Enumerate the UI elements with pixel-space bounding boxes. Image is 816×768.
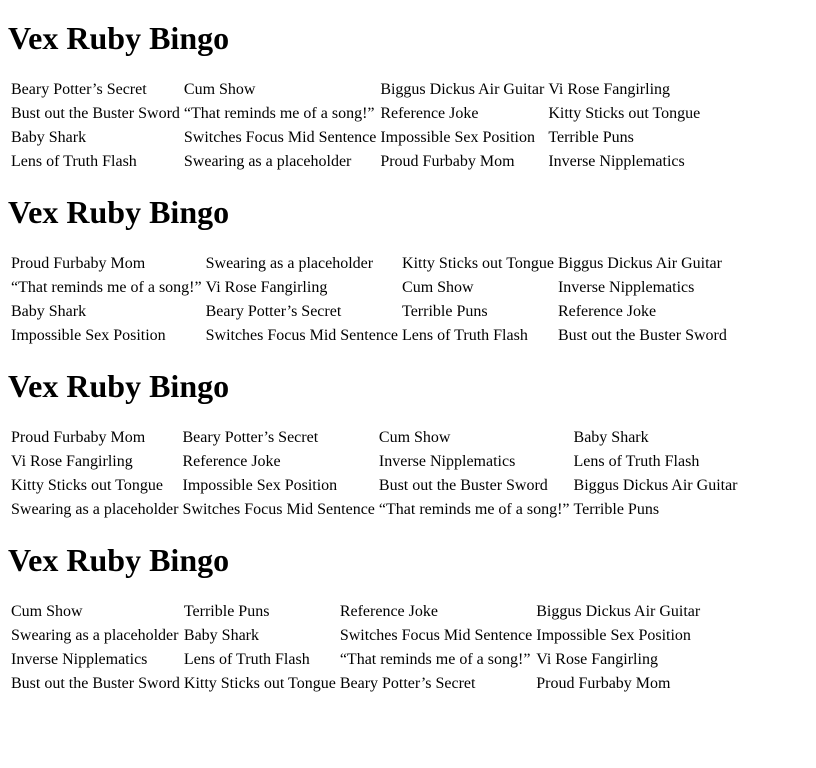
grid-cell: Beary Potter’s Secret	[11, 81, 147, 98]
grid-row	[10, 427, 739, 449]
card-title: Vex Ruby Bingo	[8, 20, 230, 56]
grid-cell: Lens of Truth Flash	[402, 327, 528, 344]
grid-cell: Baby Shark	[573, 429, 649, 446]
grid-cell: Beary Potter’s Secret	[339, 675, 476, 692]
bingo-grid	[8, 425, 741, 523]
grid-cell: Impossible Sex Position	[380, 129, 535, 146]
grid-cell: Proud Furbaby Mom	[11, 255, 146, 272]
card-title: Vex Ruby Bingo	[8, 194, 230, 230]
grid-cell: Lens of Truth Flash	[11, 153, 137, 170]
grid-cell: Biggus Dickus Air Guitar	[536, 603, 701, 620]
grid-row	[10, 277, 728, 299]
grid-cell: Impossible Sex Position	[11, 327, 166, 344]
grid-cell: Baby Shark	[183, 627, 259, 644]
grid-cell: Swearing as a placeholder	[11, 501, 179, 518]
grid-cell: Swearing as a placeholder	[205, 255, 374, 272]
bingo-grid	[8, 77, 703, 175]
grid-cell: Kitty Sticks out Tongue	[402, 255, 554, 272]
grid-cell: Switches Focus Mid Sentence	[182, 501, 375, 518]
grid-cell: Bust out the Buster Sword	[378, 477, 548, 494]
grid-cell: Impossible Sex Position	[536, 627, 691, 644]
grid-cell: Reference Joke	[557, 303, 657, 320]
grid-cell: Inverse Nipplematics	[548, 153, 685, 170]
grid-row	[10, 127, 701, 149]
card-title: Vex Ruby Bingo	[8, 542, 230, 578]
bingo-grid	[8, 599, 703, 697]
grid-row	[10, 601, 701, 623]
grid-cell: Cum Show	[378, 429, 451, 446]
grid-cell: “That reminds me of a song!”	[11, 279, 202, 296]
grid-row	[10, 475, 739, 497]
grid-cell: Terrible Puns	[402, 303, 488, 320]
grid-cell: Cum Show	[183, 81, 256, 98]
grid-cell: Baby Shark	[11, 303, 87, 320]
grid-row	[10, 451, 739, 473]
grid-cell: Bust out the Buster Sword	[557, 327, 727, 344]
grid-cell: Inverse Nipplematics	[378, 453, 516, 470]
grid-row	[10, 673, 701, 695]
grid-cell: Switches Focus Mid Sentence	[183, 129, 377, 146]
grid-cell: Kitty Sticks out Tongue	[11, 477, 163, 494]
grid-cell: Biggus Dickus Air Guitar	[557, 255, 722, 272]
grid-cell: Vi Rose Fangirling	[11, 453, 133, 470]
grid-cell: Kitty Sticks out Tongue	[548, 105, 701, 122]
grid-cell: Cum Show	[11, 603, 83, 620]
grid-row	[10, 625, 701, 647]
grid-cell: Terrible Puns	[183, 603, 270, 620]
grid-cell: Vi Rose Fangirling	[205, 279, 328, 296]
grid-cell: Inverse Nipplematics	[11, 651, 148, 668]
grid-row	[10, 499, 739, 521]
grid-cell: Impossible Sex Position	[182, 477, 338, 494]
grid-cell: Cum Show	[402, 279, 474, 296]
grid-cell: Switches Focus Mid Sentence	[339, 627, 533, 644]
grid-cell: Biggus Dickus Air Guitar	[573, 477, 738, 494]
grid-cell: Terrible Puns	[573, 501, 660, 518]
grid-cell: Reference Joke	[182, 453, 281, 470]
grid-row	[10, 253, 728, 275]
grid-row	[10, 649, 701, 671]
grid-cell: “That reminds me of a song!”	[378, 501, 570, 518]
grid-cell: Reference Joke	[339, 603, 438, 620]
grid-cell: Biggus Dickus Air Guitar	[380, 81, 545, 98]
grid-cell: Terrible Puns	[548, 129, 634, 146]
grid-cell: Vi Rose Fangirling	[536, 651, 658, 668]
grid-cell: Inverse Nipplematics	[557, 279, 695, 296]
grid-cell: “That reminds me of a song!”	[339, 651, 531, 668]
grid-cell: Proud Furbaby Mom	[11, 429, 146, 446]
grid-cell: Beary Potter’s Secret	[182, 429, 319, 446]
grid-cell: Bust out the Buster Sword	[11, 675, 180, 692]
grid-cell: Swearing as a placeholder	[11, 627, 179, 644]
grid-cell: Switches Focus Mid Sentence	[205, 327, 399, 344]
grid-cell: Bust out the Buster Sword	[11, 105, 180, 122]
grid-cell: Vi Rose Fangirling	[548, 81, 671, 98]
grid-cell: Baby Shark	[11, 129, 87, 146]
grid-cell: Proud Furbaby Mom	[536, 675, 671, 692]
grid-row	[10, 79, 701, 101]
grid-row	[10, 103, 701, 125]
grid-cell: Swearing as a placeholder	[183, 153, 352, 170]
grid-cell: “That reminds me of a song!”	[183, 105, 375, 122]
grid-cell: Proud Furbaby Mom	[380, 153, 515, 170]
grid-cell: Lens of Truth Flash	[573, 453, 700, 470]
grid-cell: Beary Potter’s Secret	[205, 303, 342, 320]
grid-cell: Lens of Truth Flash	[183, 651, 310, 668]
grid-row	[10, 325, 728, 347]
card-title: Vex Ruby Bingo	[8, 368, 230, 404]
grid-cell: Kitty Sticks out Tongue	[183, 675, 336, 692]
grid-row	[10, 301, 728, 323]
grid-row	[10, 151, 701, 173]
grid-cell: Reference Joke	[380, 105, 479, 122]
bingo-grid	[8, 251, 730, 349]
